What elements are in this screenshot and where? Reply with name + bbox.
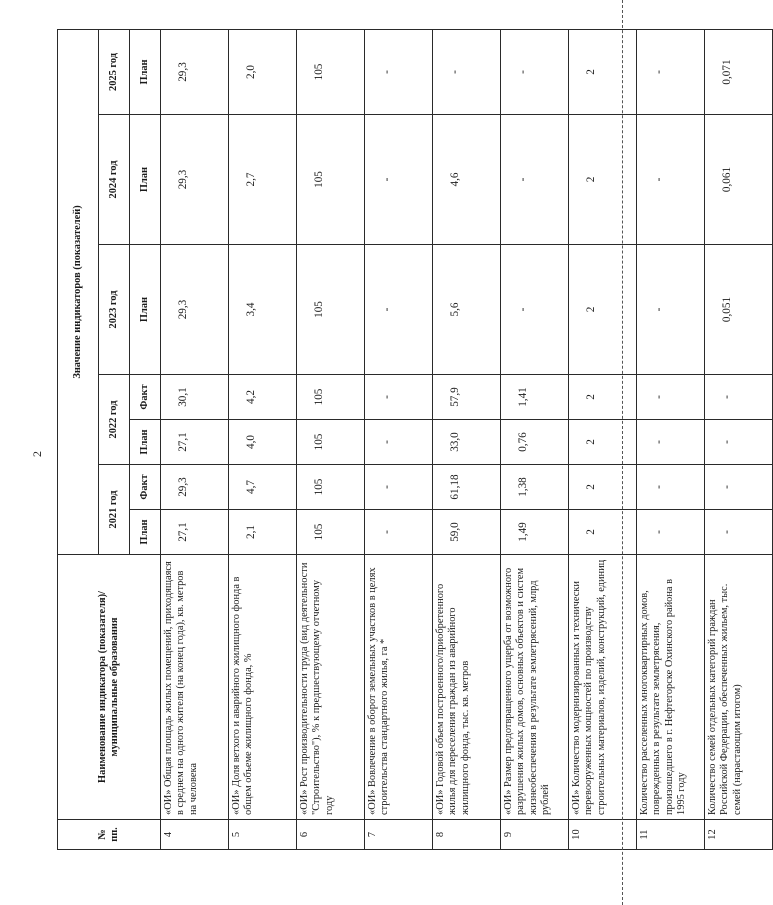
indicator-value: 61,18	[433, 465, 501, 510]
indicator-value: -	[637, 115, 705, 245]
indicator-value: 105	[297, 420, 365, 465]
header-year-2021: 2021 год	[99, 465, 130, 555]
row-number: 9	[501, 820, 569, 850]
indicator-value: -	[365, 245, 433, 375]
row-number: 6	[297, 820, 365, 850]
indicator-value: 105	[297, 29, 365, 114]
indicator-value: 0,071	[705, 29, 773, 114]
indicator-value: 59,0	[433, 510, 501, 555]
table-row	[569, 29, 637, 849]
indicator-value: 0,76	[501, 420, 569, 465]
indicator-value: 1,49	[501, 510, 569, 555]
indicator-value: -	[365, 465, 433, 510]
table-row	[161, 29, 229, 849]
table-row	[229, 29, 297, 849]
indicator-value: -	[637, 375, 705, 420]
indicator-value: 1,41	[501, 375, 569, 420]
indicator-value: -	[365, 115, 433, 245]
indicator-value: 2	[569, 465, 637, 510]
indicator-value: 2,0	[229, 29, 297, 114]
indicator-value: 29,3	[161, 29, 229, 114]
indicator-value: 5,6	[433, 245, 501, 375]
indicator-value: -	[365, 29, 433, 114]
indicator-value: -	[705, 465, 773, 510]
page-number: 2	[30, 451, 44, 457]
indicator-name: «ОИ» Доля ветхого и аварийного жилищного фонда в общем объеме жилищного фонда, %	[229, 555, 297, 820]
indicator-value: -	[637, 510, 705, 555]
indicator-value: 27,1	[161, 510, 229, 555]
indicator-value: 2,1	[229, 510, 297, 555]
page-edge-line	[622, 0, 623, 905]
indicator-value: 2	[569, 245, 637, 375]
indicator-value: 29,3	[161, 115, 229, 245]
indicator-value: 105	[297, 375, 365, 420]
indicator-name: «ОИ» Вовлечение в оборот земельных участков в целях строительства стандартного жилья, га *	[365, 555, 433, 820]
header-year-2023: 2023 год	[99, 245, 130, 375]
indicator-value: 30,1	[161, 375, 229, 420]
indicator-value: 105	[297, 245, 365, 375]
indicator-value: 4,7	[229, 465, 297, 510]
header-plan: План	[130, 510, 161, 555]
table-row	[637, 29, 705, 849]
indicator-value: -	[705, 420, 773, 465]
header-indicator-name: Наименование индикатора (показателя)/муниципальные образования	[58, 555, 161, 820]
indicator-value: -	[705, 510, 773, 555]
indicator-value: 2	[569, 510, 637, 555]
indicator-value: -	[637, 245, 705, 375]
header-plan: План	[130, 245, 161, 375]
header-year-2022: 2022 год	[99, 375, 130, 465]
header-year-2024: 2024 год	[99, 115, 130, 245]
indicator-value: 105	[297, 510, 365, 555]
header-plan: План	[130, 115, 161, 245]
indicator-value: 4,0	[229, 420, 297, 465]
indicator-value: 105	[297, 465, 365, 510]
row-number: 12	[705, 820, 773, 850]
indicator-value: 4,6	[433, 115, 501, 245]
indicator-value: 4,2	[229, 375, 297, 420]
indicator-value: -	[637, 420, 705, 465]
header-fact: Факт	[130, 465, 161, 510]
indicator-value: 0,061	[705, 115, 773, 245]
indicator-name: «ОИ» Рост производительности труда (вид деятельности "Строительство"), % к предшествующему отчетному году	[297, 555, 365, 820]
indicator-value: 29,3	[161, 465, 229, 510]
indicator-value: 0,051	[705, 245, 773, 375]
indicators-table	[57, 29, 773, 850]
header-fact: Факт	[130, 375, 161, 420]
indicator-name: «ОИ» Количество модернизированных и технически перевооруженных мощностей по производству строительных материалов, изделий, конструкций, единиц	[569, 555, 637, 820]
table-row	[433, 29, 501, 849]
indicator-value: 29,3	[161, 245, 229, 375]
indicator-value: 2	[569, 375, 637, 420]
indicator-value: 1,38	[501, 465, 569, 510]
table-row	[365, 29, 433, 849]
indicator-value: -	[501, 115, 569, 245]
indicator-value: -	[501, 245, 569, 375]
header-year-2025: 2025 год	[99, 29, 130, 114]
indicator-name: «ОИ» Размер предотвращенного ущерба от возможного разрушения жилых домов, основных объектов и систем жизнеобеспечения в результате землетрясений, млрд рублей	[501, 555, 569, 820]
table-body	[161, 29, 773, 849]
indicator-name: Количество семей отдельных категорий граждан Российской Федерации, обеспеченных жильем, тыс. семей (нарастающим итогом)	[705, 555, 773, 820]
indicator-value: -	[705, 375, 773, 420]
table-row	[297, 29, 365, 849]
indicator-value: 3,4	[229, 245, 297, 375]
indicator-value: -	[433, 29, 501, 114]
indicator-value: -	[365, 375, 433, 420]
indicator-value: 2	[569, 420, 637, 465]
indicator-value: 33,0	[433, 420, 501, 465]
indicator-value: 105	[297, 115, 365, 245]
header-number: № пп.	[58, 820, 161, 850]
indicator-value: 2,7	[229, 115, 297, 245]
indicator-value: -	[637, 465, 705, 510]
row-number: 10	[569, 820, 637, 850]
indicator-value: -	[501, 29, 569, 114]
indicator-value: -	[637, 29, 705, 114]
indicator-name: Количество расселенных многоквартирных домов, поврежденных в результате землетрясения, произошедшего в г. Нефтегорске Охинского района в 1995 году	[637, 555, 705, 820]
indicator-name: «ОИ» Общая площадь жилых помещений, приходящаяся в среднем на одного жителя (на конец года), кв. метров на человека	[161, 555, 229, 820]
header-plan: План	[130, 420, 161, 465]
row-number: 8	[433, 820, 501, 850]
indicator-name: «ОИ» Годовой объем построенного/приобретенного жилья для переселения граждан из аварийного жилищного фонда, тыс. кв. метров	[433, 555, 501, 820]
indicator-value: -	[365, 510, 433, 555]
header-plan: План	[130, 29, 161, 114]
row-number: 5	[229, 820, 297, 850]
indicator-value: 27,1	[161, 420, 229, 465]
row-number: 11	[637, 820, 705, 850]
indicator-value: 2	[569, 115, 637, 245]
indicator-value: -	[365, 420, 433, 465]
table-row	[705, 29, 773, 849]
indicator-value: 57,9	[433, 375, 501, 420]
header-values-group: Значение индикаторов (показателей)	[58, 29, 99, 554]
indicator-value: 2	[569, 29, 637, 114]
row-number: 4	[161, 820, 229, 850]
row-number: 7	[365, 820, 433, 850]
table-row	[501, 29, 569, 849]
